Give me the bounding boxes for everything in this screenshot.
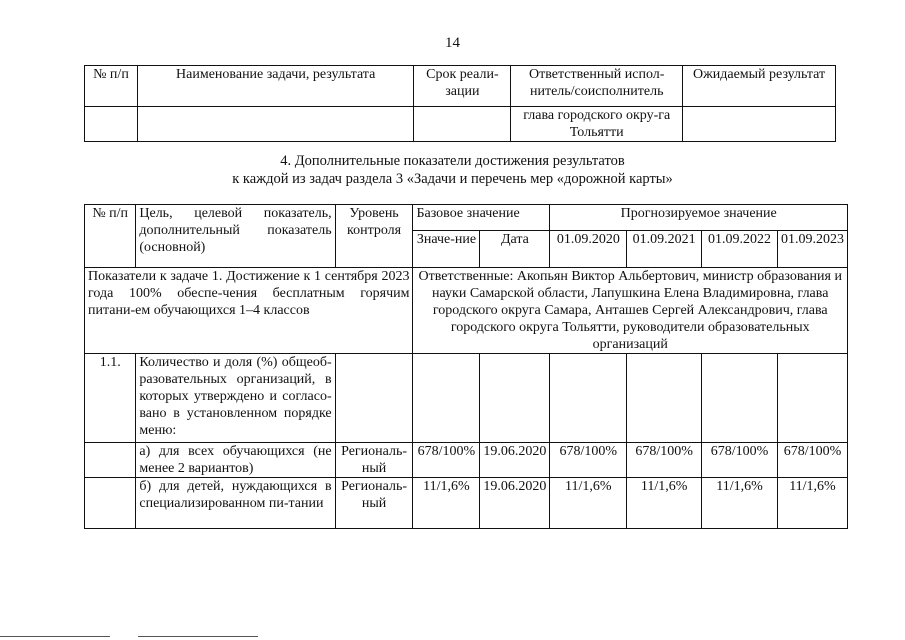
cell-num bbox=[85, 443, 136, 478]
cell-value-2023: 678/100% bbox=[777, 443, 847, 478]
cell-value-2021: 678/100% bbox=[627, 443, 702, 478]
cell-base-value: 11/1,6% bbox=[413, 478, 480, 529]
cell-num bbox=[85, 478, 136, 529]
cell-level bbox=[335, 354, 413, 443]
cell-value-2020 bbox=[550, 354, 627, 443]
cell-value-2022: 678/100% bbox=[702, 443, 778, 478]
cell-num: 1.1. bbox=[85, 354, 136, 443]
cell-responsible: глава городского окру-га Тольятти bbox=[511, 107, 683, 142]
task-description: Показатели к задаче 1. Достижение к 1 сентября 2023 года 100% обеспе-чения бесплатным горячим питани-ем обучающихся 1–4 классов bbox=[85, 268, 413, 354]
cell-value-2023 bbox=[777, 354, 847, 443]
cell-expected bbox=[683, 107, 836, 142]
indicators-header-row-1 bbox=[85, 205, 848, 231]
header-num: № п/п bbox=[85, 205, 136, 268]
indicators-table bbox=[84, 204, 848, 529]
cell-level: Региональ-ный bbox=[335, 443, 413, 478]
cell-num bbox=[85, 107, 138, 142]
header-date-2023: 01.09.2023 bbox=[777, 231, 847, 268]
cell-task bbox=[137, 107, 414, 142]
cell-goal: а) для всех обучающихся (не менее 2 вариантов) bbox=[136, 443, 335, 478]
header-base-value-value: Значе-ние bbox=[413, 231, 480, 268]
header-num: № п/п bbox=[85, 66, 138, 107]
section-title-line-1: 4. Дополнительные показатели достижения результатов bbox=[280, 153, 625, 169]
page-number: 14 bbox=[445, 35, 460, 51]
cell-value-2023: 11/1,6% bbox=[777, 478, 847, 529]
cell-value-2021: 11/1,6% bbox=[627, 478, 702, 529]
header-forecast-value: Прогнозируемое значение bbox=[550, 205, 848, 231]
header-date-2021: 01.09.2021 bbox=[627, 231, 702, 268]
cell-base-date: 19.06.2020 bbox=[480, 478, 550, 529]
header-base-value-date: Дата bbox=[480, 231, 550, 268]
cell-base-value bbox=[413, 354, 480, 443]
cell-goal: б) для детей, нуждающихся в специализированном пи-тании bbox=[136, 478, 335, 529]
table-row bbox=[85, 107, 836, 142]
cell-value-2021 bbox=[627, 354, 702, 443]
cell-base-date bbox=[480, 354, 550, 443]
cell-value-2022 bbox=[702, 354, 778, 443]
header-date-2022: 01.09.2022 bbox=[702, 231, 778, 268]
header-task: Наименование задачи, результата bbox=[137, 66, 414, 107]
tasks-table bbox=[84, 65, 836, 142]
header-date-2020: 01.09.2020 bbox=[550, 231, 627, 268]
header-base-value: Базовое значение bbox=[413, 205, 550, 231]
cell-base-value: 678/100% bbox=[413, 443, 480, 478]
header-deadline: Срок реали-зации bbox=[414, 66, 511, 107]
cell-deadline bbox=[414, 107, 511, 142]
cell-value-2020: 11/1,6% bbox=[550, 478, 627, 529]
bottom-scan-line bbox=[0, 636, 110, 637]
header-goal: Цель, целевой показатель, дополнительный показатель (основной) bbox=[136, 205, 335, 268]
section-title bbox=[0, 153, 905, 188]
table-row bbox=[85, 443, 848, 478]
cell-level: Региональ-ный bbox=[335, 478, 413, 529]
cell-base-date: 19.06.2020 bbox=[480, 443, 550, 478]
task-row bbox=[85, 268, 848, 354]
header-level: Уровень контроля bbox=[335, 205, 413, 268]
cell-goal: Количество и доля (%) общеоб-разовательных организаций, в которых утверждено и согласо-вано в установленном порядке меню: bbox=[136, 354, 335, 443]
section-title-line-2: к каждой из задач раздела 3 «Задачи и перечень мер «дорожной карты» bbox=[232, 170, 673, 187]
cell-value-2022: 11/1,6% bbox=[702, 478, 778, 529]
bottom-scan-line bbox=[138, 636, 258, 637]
header-responsible: Ответственный испол-нитель/соисполнитель bbox=[511, 66, 683, 107]
table-row bbox=[85, 354, 848, 443]
cell-value-2020: 678/100% bbox=[550, 443, 627, 478]
task-responsible: Ответственные: Акопьян Виктор Альбертович, министр образования и науки Самарской области, Лапушкина Елена Владимировна, глава городского округа Самара, Анташев Сергей Александрович, глава городского округа Тольятти, руководители образовательных организаций bbox=[413, 268, 848, 354]
header-expected: Ожидаемый результат bbox=[683, 66, 836, 107]
tasks-table-header bbox=[85, 66, 836, 107]
table-row bbox=[85, 478, 848, 529]
